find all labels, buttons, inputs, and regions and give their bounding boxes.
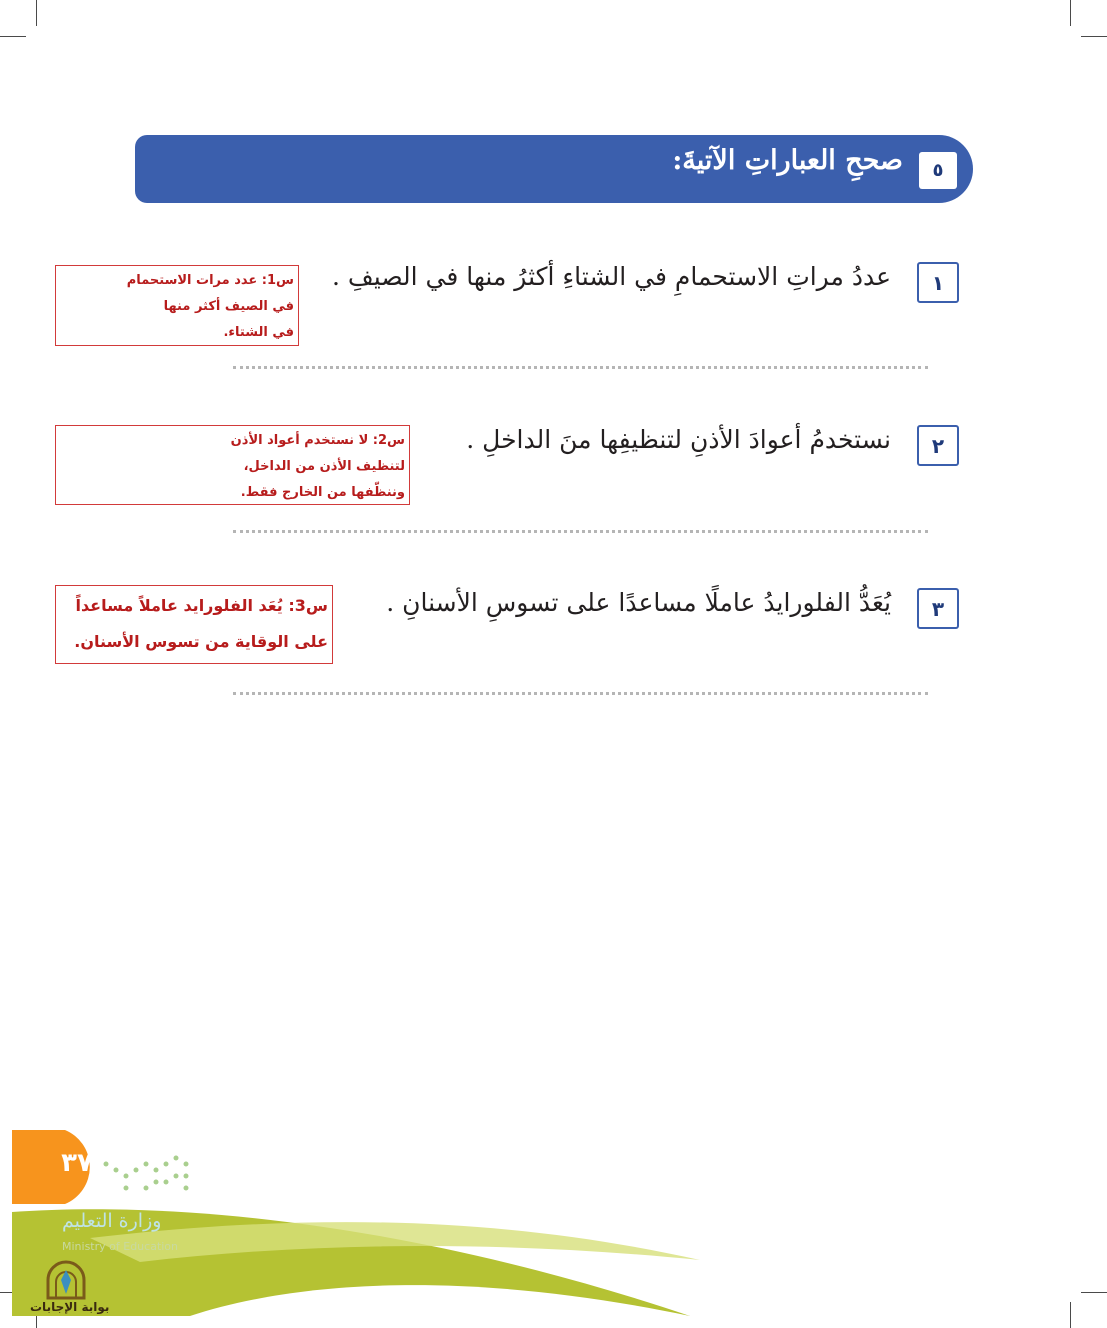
ministry-logo-dots xyxy=(104,1156,189,1191)
exercise-header xyxy=(135,135,973,203)
crop-mark xyxy=(1081,36,1107,37)
footer-decoration xyxy=(0,1130,1107,1328)
crop-mark xyxy=(1070,0,1071,26)
exercise-number: ٥ xyxy=(919,152,957,189)
answer-line: لتنظيف الأذن من الداخل، xyxy=(243,459,405,474)
ministry-name-arabic: وزارة التعليم xyxy=(62,1210,162,1232)
crop-mark xyxy=(36,0,37,26)
statement-1: عددُ مراتِ الاستحمامِ في الشتاءِ أكثرُ منها في الصيفِ . xyxy=(332,262,891,291)
answer-box-3 xyxy=(55,585,333,664)
answer-box-1 xyxy=(55,265,299,346)
answer-line: في الصيف أكثر منها xyxy=(163,299,294,314)
answer-line: س2: لا نستخدم أعواد الأذن xyxy=(230,433,405,448)
ministry-name-english: Ministry of Education xyxy=(62,1240,179,1253)
item-number-3: ٣ xyxy=(917,588,959,629)
answer-line: وننظّفها من الخارج فقط. xyxy=(240,485,405,500)
portal-logo-label: بوابة الإجابات xyxy=(30,1300,110,1314)
answer-line: على الوقاية من تسوس الأسنان. xyxy=(74,632,328,651)
answer-dotted-line xyxy=(233,692,928,695)
answer-line: س1: عدد مرات الاستحمام xyxy=(126,273,294,288)
answer-line: في الشتاء. xyxy=(223,325,294,340)
answer-box-2 xyxy=(55,425,410,505)
answer-dotted-line xyxy=(233,530,928,533)
item-number-1: ١ xyxy=(917,262,959,303)
crop-mark xyxy=(0,36,26,37)
statement-3: يُعَدُّ الفلورايدُ عاملًا مساعدًا على تسوسِ الأسنانِ . xyxy=(386,588,891,617)
statement-2: نستخدمُ أعوادَ الأذنِ لتنظيفِها منَ الداخلِ . xyxy=(466,425,891,454)
answer-line: س3: يُعَد الفلورايد عاملاً مساعداً xyxy=(75,596,328,615)
answer-dotted-line xyxy=(233,366,928,369)
page-number: ٣٧ xyxy=(61,1148,93,1178)
exercise-title: صححِ العباراتِ الآتيةَ: xyxy=(672,145,903,176)
item-number-2: ٢ xyxy=(917,425,959,466)
